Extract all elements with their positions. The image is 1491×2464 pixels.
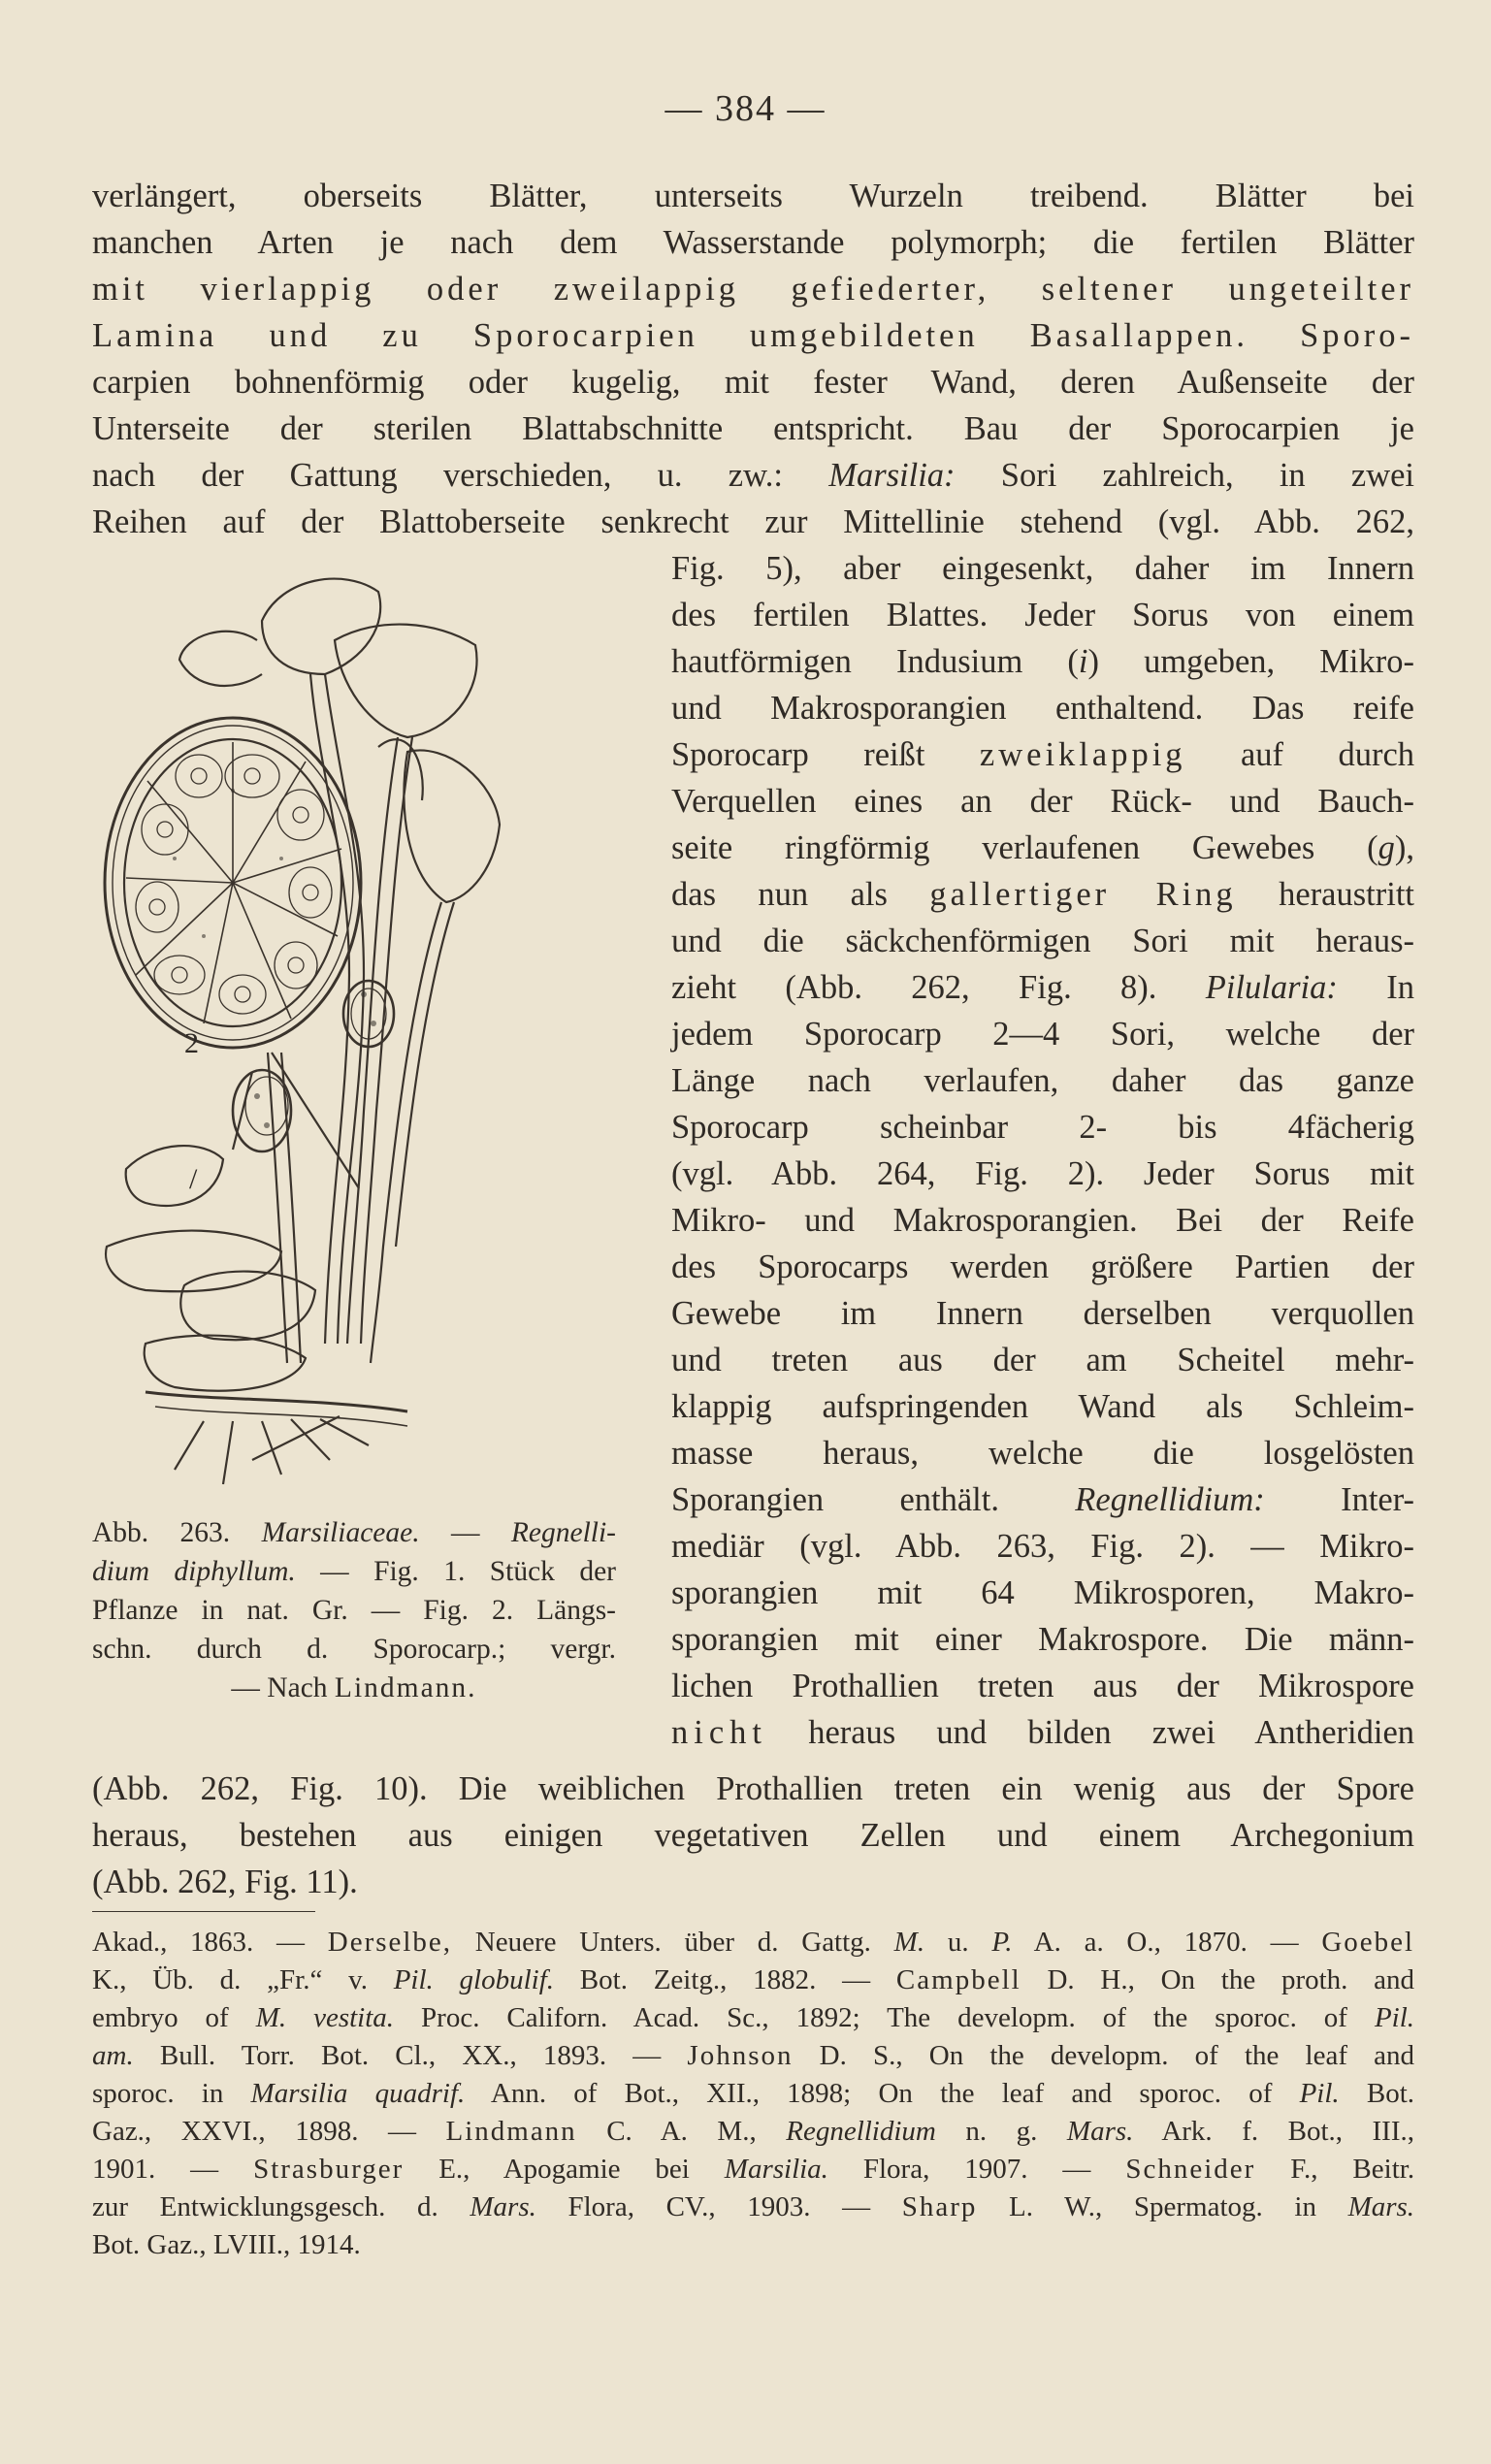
body-line (92, 452, 1414, 499)
body-line: lichen Prothallien treten aus der Mikrospore (671, 1668, 1414, 1704)
footnote-text: E., Apogamie bei (438, 2154, 690, 2185)
body-line: (vgl. Abb. 264, Fig. 2). Jeder Sorus mit (671, 1155, 1414, 1192)
body-line: mit vierlappig oder zweilappig gefiederter, seltener ungeteilter (92, 271, 1414, 308)
footnote-text: zur Entwicklungsgesch. d. (92, 2191, 438, 2222)
footnote-author: Sharp (901, 2191, 978, 2222)
body-line (671, 731, 1414, 778)
footnote-text: A. a. O., 1870. — (1033, 1927, 1299, 1958)
body-line: Fig. 5), aber eingesenkt, daher im Innern (671, 550, 1414, 587)
caption-line: schn. durch d. Sporocarp.; vergr. (92, 1634, 616, 1665)
footnote-line (92, 1961, 1414, 1999)
figure-caption (92, 1513, 616, 1707)
caption-author: Lindmann. (334, 1672, 477, 1703)
page-number: — 384 — (664, 88, 827, 129)
body-line: Mikro- und Makrosporangien. Bei der Reife (671, 1202, 1414, 1239)
body-line (671, 638, 1414, 685)
caption-line (92, 1513, 616, 1552)
genus-name: Pilularia: (1205, 969, 1338, 1006)
body-line: mediär (vgl. Abb. 263, Fig. 2). — Mikro- (671, 1528, 1414, 1565)
body-line (671, 871, 1414, 918)
footnote-text: F., Beitr. (1290, 2154, 1415, 2185)
footnote-italic: Mars. (1066, 2116, 1134, 2147)
footnote-line (92, 2151, 1414, 2188)
body-line: sporangien mit 64 Mikrosporen, Makro- (671, 1574, 1414, 1611)
caption-italic: Marsiliaceae. (261, 1517, 420, 1548)
footnote-italic: M. (893, 1927, 925, 1958)
body-line (671, 1709, 1414, 1756)
footnote-author: Schneider (1125, 2154, 1256, 2185)
body-line: masse heraus, welche die losgelösten (671, 1435, 1414, 1472)
footnote-text: sporoc. in (92, 2078, 224, 2109)
footnote-author: Johnson (687, 2040, 794, 2071)
footnote-italic: Pil. globulif. (393, 1964, 555, 1995)
genus-name: Marsilia: (828, 457, 956, 494)
footnote-line (92, 2037, 1414, 2075)
footnote-italic: Mars. (1347, 2191, 1415, 2222)
footnote-author: Campbell (895, 1964, 1021, 1995)
footnote-line (92, 1924, 1414, 1961)
footnote-text: Bull. Torr. Bot. Cl., XX., 1893. — (159, 2040, 662, 2071)
genus-name: Regnellidium: (1075, 1481, 1265, 1518)
body-text: ) umgeben, Mikro- (1087, 643, 1414, 680)
caption-italic: Regnelli- (510, 1517, 617, 1548)
footnote-line (92, 2113, 1414, 2151)
body-line (671, 964, 1414, 1011)
footnote-italic: Mars. (470, 2191, 536, 2222)
footnote-author: Derselbe, (327, 1927, 453, 1958)
body-line (671, 825, 1414, 871)
body-text: ), (1394, 829, 1414, 866)
body-text: zieht (Abb. 262, Fig. 8). (671, 969, 1157, 1006)
footnote-line (92, 1999, 1414, 2037)
caption-text: — Nach (231, 1672, 328, 1703)
footnote-line (92, 2075, 1414, 2113)
footnote-line: Bot. Gaz., LVIII., 1914. (92, 2229, 361, 2260)
body-line: jedem Sporocarp 2—4 Sori, welche der (671, 1016, 1414, 1053)
body-text: Inter- (1341, 1481, 1415, 1518)
footnote-text: D. S., On the developm. of the leaf and (819, 2040, 1415, 2071)
body-line: Unterseite der sterilen Blattabschnitte entspricht. Bau der Sporocarpien je (92, 410, 1414, 447)
caption-text: — Fig. 1. Stück der (320, 1556, 616, 1587)
body-line: des Sporocarps werden größere Partien der (671, 1248, 1414, 1285)
body-text: In (1386, 969, 1415, 1006)
body-text: seite ringförmig verlaufenen Gewebes ( (671, 829, 1378, 866)
body-line: heraus, bestehen aus einigen vegetativen Zellen und einem Archegonium (92, 1817, 1414, 1854)
footnote-italic: M. vestita. (255, 2002, 395, 2033)
footnote-line (92, 2188, 1414, 2226)
footnote-text: embryo of (92, 2002, 229, 2033)
footnote-text: Proc. Californ. Acad. Sc., 1892; The developm. of the sporoc. of (421, 2002, 1347, 2033)
footnote-text: Flora, 1907. — (862, 2154, 1091, 2185)
body-line: Lamina und zu Sporocarpien umgebildeten Basallappen. Sporo- (92, 317, 1414, 354)
spaced-text: gallertiger Ring (929, 876, 1237, 913)
footnote-italic: Marsilia. (724, 2154, 828, 2185)
body-line: carpien bohnenförmig oder kugelig, mit fester Wand, deren Außenseite der (92, 364, 1414, 401)
footnote-italic: Pil. (1374, 2002, 1415, 2033)
body-line: und treten aus der am Scheitel mehr- (671, 1342, 1414, 1378)
figure-label-2: 2 (184, 1027, 199, 1059)
body-line: manchen Arten je nach dem Wasserstande polymorph; die fertilen Blätter (92, 224, 1414, 261)
footnote-author: Strasburger (253, 2154, 405, 2185)
caption-line: Pflanze in nat. Gr. — Fig. 2. Längs- (92, 1595, 616, 1626)
body-text: Sori zahlreich, in zwei (1000, 457, 1415, 494)
footnote-text: Flora, CV., 1903. — (567, 2191, 871, 2222)
body-line: des fertilen Blattes. Jeder Sorus von einem (671, 597, 1414, 633)
symbol: g (1378, 829, 1395, 866)
footnote-author: Goebel (1321, 1927, 1415, 1958)
footnote-text: Akad., 1863. — (92, 1927, 306, 1958)
symbol: i (1078, 643, 1088, 680)
footnote-italic: P. (991, 1927, 1013, 1958)
footnote-text: D. H., On the proth. and (1047, 1964, 1415, 1995)
footnote-italic: Pil. (1299, 2078, 1340, 2109)
footnote-text: L. W., Spermatog. in (1009, 2191, 1316, 2222)
body-text: Sporocarp reißt (671, 736, 925, 773)
footnote-italic: Regnellidium (786, 2116, 936, 2147)
footnote-text: Ark. f. Bot., III., (1161, 2116, 1415, 2147)
footnote-author: Lindmann (445, 2116, 577, 2147)
body-line: Verquellen eines an der Rück- und Bauch- (671, 783, 1414, 820)
footnote-text: 1901. — (92, 2154, 219, 2185)
body-line: klappig aufspringenden Wand als Schleim- (671, 1388, 1414, 1425)
caption-italic: dium diphyllum. (92, 1556, 296, 1587)
footnote-text: Gaz., XXVI., 1898. — (92, 2116, 416, 2147)
body-text: hautförmigen Indusium ( (671, 643, 1079, 680)
body-line: sporangien mit einer Makrospore. Die männ- (671, 1621, 1414, 1658)
footnote-text: Bot. (1366, 2078, 1415, 2109)
caption-text: — (451, 1517, 480, 1548)
footnote-text: n. g. (965, 2116, 1038, 2147)
body-line: und Makrosporangien enthaltend. Das reife (671, 690, 1414, 727)
footnote-text: u. (947, 1927, 969, 1958)
footnote-text: Ann. of Bot., XII., 1898; On the leaf and sporoc. of (490, 2078, 1273, 2109)
caption-line (92, 1669, 616, 1707)
footnote-italic: Marsilia quadrif. (250, 2078, 466, 2109)
footnote-italic: am. (92, 2040, 134, 2071)
body-line: Länge nach verlaufen, daher das ganze (671, 1062, 1414, 1099)
body-line: (Abb. 262, Fig. 11). (92, 1864, 358, 1900)
body-line (671, 1476, 1414, 1523)
body-line: Gewebe im Innern derselben verquollen (671, 1295, 1414, 1332)
body-line: verlängert, oberseits Blätter, unterseits Wurzeln treibend. Blätter bei (92, 178, 1414, 214)
figure-illustration (87, 567, 650, 1499)
body-line: Reihen auf der Blattoberseite senkrecht zur Mittellinie stehend (vgl. Abb. 262, (92, 503, 1414, 540)
body-text: nach der Gattung verschieden, u. zw.: (92, 457, 783, 494)
spaced-text: nicht (671, 1714, 767, 1751)
body-text: heraus und bilden zwei Antheridien (808, 1714, 1415, 1751)
caption-text: Abb. 263. (92, 1517, 231, 1548)
body-text: das nun als (671, 876, 888, 913)
spaced-text: zweiklappig (979, 736, 1186, 773)
footnote-text: K., Üb. d. „Fr.“ v. (92, 1964, 368, 1995)
body-text: Sporangien enthält. (671, 1481, 999, 1518)
body-text: heraustritt (1279, 876, 1414, 913)
figure-label-1: / (189, 1163, 198, 1195)
footnote-text: C. A. M., (606, 2116, 757, 2147)
footnote-rule (92, 1911, 315, 1912)
footnote-text: Bot. Zeitg., 1882. — (579, 1964, 871, 1995)
body-line: und die säckchenförmigen Sori mit heraus- (671, 923, 1414, 959)
caption-line (92, 1552, 616, 1591)
body-line: (Abb. 262, Fig. 10). Die weiblichen Prothallien treten ein wenig aus der Spore (92, 1770, 1414, 1807)
body-line: Sporocarp scheinbar 2- bis 4fächerig (671, 1109, 1414, 1146)
footnote-text: Neuere Unters. über d. Gattg. (474, 1927, 871, 1958)
body-text: auf durch (1240, 736, 1415, 773)
